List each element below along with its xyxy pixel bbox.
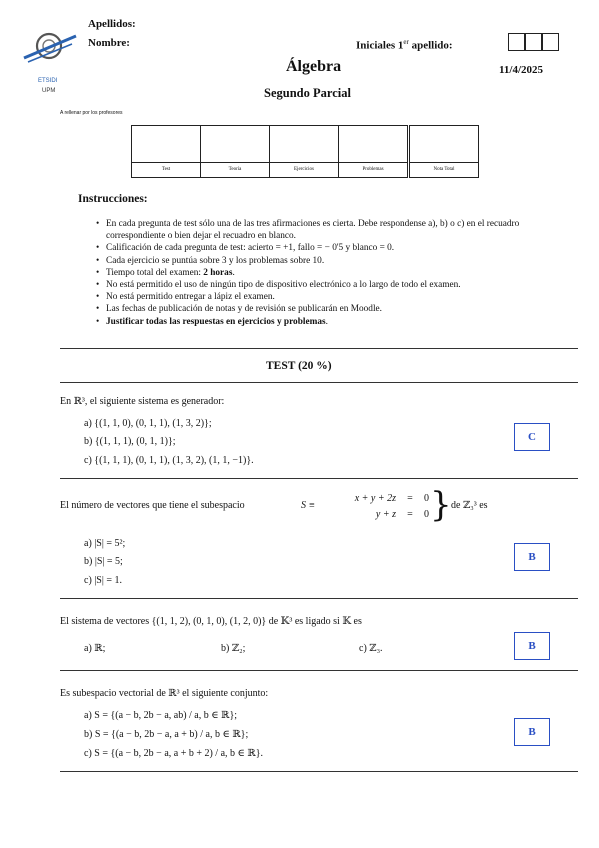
equation-1-lhs: x + y + 2z [354, 493, 396, 504]
instruction-time-value: 2 horas [203, 267, 233, 278]
exam-title: Segundo Parcial [264, 86, 351, 100]
grade-cell-teoria [201, 126, 270, 163]
instructions-title: Instrucciones: [78, 193, 148, 205]
nombre-label: Nombre: [88, 37, 130, 49]
instruction-item: • En cada pregunta de test sólo una de las tres afirmaciones es cierta. Debe respondense a), b) o c) en el recuadro correspondiente o bien dejar el recuadro en blanco. [96, 218, 576, 242]
question-4-option-a: a) S = {(a − b, 2b − a, ab) / a, b ∈ ℝ}; [84, 710, 238, 721]
question-2-system [333, 493, 429, 520]
divider [60, 348, 578, 349]
question-2-stem: El número de vectores que tiene el subespacio [60, 500, 245, 511]
question-4-answer-box[interactable]: B [514, 718, 550, 746]
question-4-option-c: c) S = {(a − b, 2b − a, a + b + 2) / a, b ∈ ℝ}. [84, 748, 264, 759]
equation-2-op: = [407, 509, 413, 520]
question-3-stem: El sistema de vectores {(1, 1, 2), (0, 1, 0), (1, 2, 0)} de 𝕂³ es ligado si 𝕂 es [60, 616, 362, 627]
question-3-option-a: a) ℝ; [84, 643, 106, 654]
initial-box-3[interactable] [542, 33, 559, 51]
logo-text: ETSIDI [38, 78, 58, 84]
divider [60, 670, 578, 671]
grades-table [131, 125, 479, 178]
equation-1-op: = [407, 493, 413, 504]
initial-box-2[interactable] [525, 33, 542, 51]
question-2-stem-end: de ℤ₃³ es [451, 500, 488, 511]
grade-cell-ejercicios [270, 126, 339, 163]
grade-label-total: Nota Total [409, 163, 479, 178]
question-3-option-b: b) ℤ₂; [221, 643, 246, 654]
instruction-item: • No está permitido el uso de ningún tipo de dispositivo electrónico a lo largo de todo el examen. [96, 279, 576, 291]
instruction-item: • No está permitido entregar a lápiz el examen. [96, 291, 576, 303]
equation-2-lhs: y + z [375, 509, 396, 520]
teachers-note: A rellenar por los profesores [60, 110, 123, 116]
grade-label-ejercicios: Ejercicios [270, 163, 339, 178]
question-1-option-c: c) {(1, 1, 1), (0, 1, 1), (1, 3, 2), (1, 1, −1)}. [84, 455, 254, 466]
question-1-option-b: b) {(1, 1, 1), (0, 1, 1)}; [84, 436, 176, 447]
iniciales-suffix: apellido: [408, 39, 453, 52]
divider [60, 771, 578, 772]
divider [60, 598, 578, 599]
grade-label-teoria: Teoría [201, 163, 270, 178]
right-brace: } [430, 485, 452, 525]
divider [60, 478, 578, 479]
question-2-option-a: a) |S| = 5²; [84, 538, 126, 549]
university-logo [22, 26, 80, 76]
grade-cell-total [409, 126, 479, 163]
question-1-answer-box[interactable]: C [514, 423, 550, 451]
initial-box-1[interactable] [508, 33, 525, 51]
equation-1-rhs: 0 [424, 493, 429, 504]
question-2-set: S ≡ [301, 500, 316, 511]
instruction-item: • Calificación de cada pregunta de test: acierto = +1, fallo = − 0'5 y blanco = 0. [96, 242, 576, 254]
logo-subtext: UPM [42, 88, 56, 94]
iniciales-sup: er [403, 38, 409, 46]
question-2-option-b: b) |S| = 5; [84, 556, 123, 567]
grade-label-problemas: Problemas [339, 163, 409, 178]
instruction-item: • Las fechas de publicación de notas y de revisión se publicarán en Moodle. [96, 303, 576, 315]
test-title: TEST (20 %) [266, 360, 332, 372]
question-2-answer-box[interactable]: B [514, 543, 550, 571]
question-1-option-a: a) {(1, 1, 0), (0, 1, 1), (1, 3, 2)}; [84, 418, 212, 429]
course-title: Álgebra [286, 58, 342, 75]
instruction-item: • Justificar todas las respuestas en ejercicios y problemas. [96, 316, 576, 328]
apellidos-label: Apellidos: [88, 18, 136, 30]
question-3-answer-box[interactable]: B [514, 632, 550, 660]
instructions-list [96, 218, 576, 328]
instruction-time-label: Tiempo total del examen: [106, 267, 201, 278]
question-3-option-c: c) ℤ₃. [359, 643, 383, 654]
iniciales-label [356, 38, 453, 52]
question-1-stem: En ℝ³, el siguiente sistema es generador: [60, 396, 225, 407]
question-4-stem: Es subespacio vectorial de ℝ³ el siguiente conjunto: [60, 688, 269, 699]
iniciales-text: Iniciales 1 [356, 39, 404, 52]
instruction-justify: Justificar todas las respuestas en ejercicios y problemas [106, 316, 326, 327]
question-4-option-b: b) S = {(a − b, 2b − a, a + b) / a, b ∈ ℝ}; [84, 729, 249, 740]
instruction-item: • Cada ejercicio se puntúa sobre 3 y los problemas sobre 10. [96, 255, 576, 267]
grade-cell-test [132, 126, 201, 163]
question-2-option-c: c) |S| = 1. [84, 575, 122, 586]
instruction-item: • Tiempo total del examen: 2 horas. [96, 267, 576, 279]
grade-cell-problemas [339, 126, 409, 163]
equation-2-rhs: 0 [424, 509, 429, 520]
exam-date: 11/4/2025 [499, 64, 544, 76]
divider [60, 382, 578, 383]
grade-label-test: Test [132, 163, 201, 178]
